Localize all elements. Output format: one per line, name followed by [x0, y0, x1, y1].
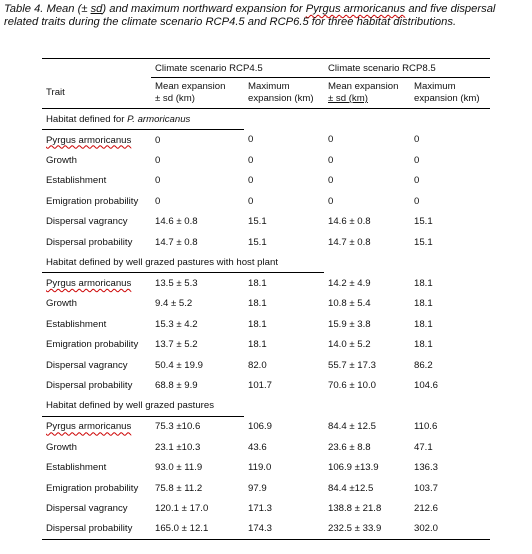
cell-a-mean	[151, 335, 244, 355]
cell-value: Pyrgus armoricanus	[46, 134, 132, 146]
cell-value: 165.0 ± 12.1	[155, 523, 209, 535]
cell-b-mean	[324, 416, 410, 437]
header-row-columns	[42, 78, 490, 109]
table-row	[42, 519, 490, 540]
cell-a-max	[244, 457, 324, 477]
cell-a-max	[244, 130, 324, 151]
cell-trait	[42, 232, 151, 252]
cell-value: 15.9 ± 3.8	[328, 318, 371, 330]
cell-trait	[42, 314, 151, 334]
cell-value: Dispersal probability	[46, 379, 133, 391]
cell-value: 0	[414, 134, 420, 146]
cell-b-mean	[324, 335, 410, 355]
header-a-mean	[151, 78, 244, 109]
cell-value: Dispersal probability	[46, 236, 133, 248]
cell-a-mean	[151, 171, 244, 191]
table-row	[42, 171, 490, 191]
cell-value: 0	[414, 175, 420, 187]
section-title	[42, 109, 244, 130]
cell-b-mean	[324, 212, 410, 232]
cell-trait	[42, 171, 151, 191]
cell-b-max	[410, 457, 490, 477]
table-row	[42, 294, 490, 314]
cell-trait	[42, 273, 151, 294]
cell-value: 13.7 ± 5.2	[155, 339, 198, 351]
cell-trait	[42, 355, 151, 375]
cell-value: 0	[328, 195, 334, 207]
cell-b-max	[410, 355, 490, 375]
cell-value: 106.9	[248, 421, 273, 433]
cell-b-mean	[324, 519, 410, 540]
cell-b-mean	[324, 498, 410, 518]
cell-value: 14.0 ± 5.2	[328, 339, 371, 351]
cell-value: 106.9 ±13.9	[328, 462, 379, 474]
cell-a-mean	[151, 457, 244, 477]
section-title-text: Habitat defined by well grazed pastures with host plant	[46, 256, 278, 268]
cell-a-mean	[151, 273, 244, 294]
cell-b-mean	[324, 437, 410, 457]
table-row	[42, 478, 490, 498]
cell-value: 13.5 ± 5.3	[155, 278, 198, 290]
table-row	[42, 232, 490, 252]
cell-a-mean	[151, 478, 244, 498]
cell-value: 0	[155, 134, 161, 146]
cell-value: 0	[155, 195, 161, 207]
cell-value: 104.6	[414, 379, 439, 391]
section-title-prefix: Habitat defined for	[46, 113, 128, 125]
cell-value: 14.6 ± 0.8	[328, 216, 371, 228]
header-b-max	[410, 78, 490, 109]
caption-species: Pyrgus armoricanus	[305, 3, 406, 15]
cell-value: 75.8 ± 11.2	[155, 482, 203, 494]
cell-value: Dispersal vagrancy	[46, 502, 128, 514]
cell-a-max	[244, 150, 324, 170]
cell-b-max	[410, 437, 490, 457]
caption-mid: ) and maximum northward expansion for	[102, 3, 306, 15]
header-row-scenarios	[42, 59, 490, 78]
cell-b-max	[410, 150, 490, 170]
cell-a-mean	[151, 375, 244, 395]
cell-a-max	[244, 171, 324, 191]
table-row	[42, 335, 490, 355]
cell-b-max	[410, 498, 490, 518]
caption-sd: sd	[90, 3, 103, 15]
cell-value: 18.1	[414, 339, 433, 351]
cell-value: Pyrgus armoricanus	[46, 421, 132, 433]
cell-trait	[42, 294, 151, 314]
cell-value: 47.1	[414, 441, 433, 453]
cell-value: 75.3 ±10.6	[155, 421, 201, 433]
cell-value: Establishment	[46, 175, 107, 187]
header-a-mean-line1: Mean expansion	[155, 81, 226, 92]
cell-b-mean	[324, 294, 410, 314]
cell-b-mean	[324, 314, 410, 334]
cell-value: Emigration probability	[46, 482, 139, 494]
cell-a-max	[244, 437, 324, 457]
table-row	[42, 355, 490, 375]
cell-value: 18.1	[248, 278, 267, 290]
cell-value: 93.0 ± 11.9	[155, 462, 203, 474]
cell-value: 174.3	[248, 523, 273, 535]
cell-a-max	[244, 416, 324, 437]
cell-value: Growth	[46, 298, 77, 310]
section-title-filler	[244, 396, 490, 417]
cell-a-mean	[151, 294, 244, 314]
cell-value: 18.1	[414, 318, 433, 330]
cell-value: Pyrgus armoricanus	[46, 278, 132, 290]
cell-value: 86.2	[414, 359, 433, 371]
cell-value: 23.6 ± 8.8	[328, 441, 371, 453]
cell-value: Dispersal vagrancy	[46, 359, 128, 371]
header-trait: Trait	[42, 78, 151, 109]
cell-b-mean	[324, 355, 410, 375]
header-scenario-a: Climate scenario RCP4.5	[151, 59, 324, 78]
section-header-row	[42, 109, 490, 130]
cell-a-max	[244, 335, 324, 355]
cell-a-mean	[151, 150, 244, 170]
cell-a-mean	[151, 212, 244, 232]
cell-value: 82.0	[248, 359, 267, 371]
cell-b-mean	[324, 150, 410, 170]
header-a-max-line1: Maximum	[248, 81, 290, 92]
cell-b-mean	[324, 375, 410, 395]
table-row	[42, 457, 490, 477]
cell-a-max	[244, 375, 324, 395]
cell-a-mean	[151, 416, 244, 437]
table-row	[42, 498, 490, 518]
cell-value: 103.7	[414, 482, 439, 494]
cell-a-max	[244, 273, 324, 294]
cell-value: 18.1	[414, 298, 433, 310]
cell-value: 15.3 ± 4.2	[155, 318, 198, 330]
cell-trait	[42, 498, 151, 518]
cell-value: 0	[248, 175, 254, 187]
cell-a-mean	[151, 314, 244, 334]
cell-trait	[42, 335, 151, 355]
header-blank	[42, 59, 151, 78]
cell-value: 68.8 ± 9.9	[155, 379, 198, 391]
header-b-mean-line1: Mean expansion	[328, 81, 399, 92]
cell-a-mean	[151, 498, 244, 518]
section-title	[42, 396, 244, 417]
cell-value: 0	[328, 134, 334, 146]
cell-a-max	[244, 314, 324, 334]
table-row	[42, 191, 490, 211]
cell-value: 0	[155, 155, 161, 167]
caption-lead: Table 4. Mean (±	[4, 3, 91, 15]
cell-a-max	[244, 212, 324, 232]
section-title-filler	[324, 252, 490, 273]
cell-b-max	[410, 232, 490, 252]
cell-value: 9.4 ± 5.2	[155, 298, 193, 310]
cell-a-max	[244, 498, 324, 518]
table-row	[42, 416, 490, 437]
cell-value: 138.8 ± 21.8	[328, 502, 382, 514]
cell-value: Dispersal vagrancy	[46, 216, 128, 228]
cell-value: 110.6	[414, 421, 438, 433]
header-a-mean-line2: ± sd (km)	[155, 93, 195, 104]
table-row	[42, 375, 490, 395]
cell-value: Growth	[46, 155, 77, 167]
cell-value: 120.1 ± 17.0	[155, 502, 209, 514]
cell-trait	[42, 519, 151, 540]
section-title-species: P. armoricanus	[127, 113, 191, 125]
cell-b-mean	[324, 171, 410, 191]
cell-b-mean	[324, 273, 410, 294]
table-row	[42, 150, 490, 170]
cell-value: Emigration probability	[46, 195, 139, 207]
cell-value: 0	[248, 195, 254, 207]
cell-b-max	[410, 519, 490, 540]
cell-b-mean	[324, 232, 410, 252]
cell-value: 15.1	[248, 216, 267, 228]
header-scenario-b: Climate scenario RCP8.5	[324, 59, 490, 78]
cell-b-max	[410, 212, 490, 232]
cell-value: 0	[328, 175, 334, 187]
section-header-row	[42, 252, 490, 273]
cell-trait	[42, 416, 151, 437]
cell-b-max	[410, 294, 490, 314]
cell-value: 97.9	[248, 482, 267, 494]
table-row	[42, 212, 490, 232]
table-row	[42, 314, 490, 334]
section-title	[42, 252, 324, 273]
cell-b-max	[410, 314, 490, 334]
cell-a-max	[244, 519, 324, 540]
cell-a-mean	[151, 130, 244, 151]
cell-b-max	[410, 478, 490, 498]
cell-value: Establishment	[46, 318, 107, 330]
cell-value: 10.8 ± 5.4	[328, 298, 371, 310]
cell-value: 15.1	[248, 236, 267, 248]
header-a-max-line2: expansion (km)	[248, 93, 314, 104]
cell-value: 0	[414, 155, 420, 167]
caption-tail: and five dispersal related traits during the climate scenario RCP4.5 and RCP6.5 for three habitat distributions.	[4, 3, 496, 28]
cell-value: 136.3	[414, 462, 439, 474]
cell-b-mean	[324, 130, 410, 151]
cell-value: Establishment	[46, 462, 107, 474]
cell-value: 50.4 ± 19.9	[155, 359, 203, 371]
section-title-text: Habitat defined by well grazed pastures	[46, 400, 214, 412]
cell-b-max	[410, 416, 490, 437]
cell-trait	[42, 212, 151, 232]
cell-value: 0	[248, 134, 254, 146]
section-title-filler	[244, 109, 490, 130]
cell-a-mean	[151, 191, 244, 211]
expansion-table	[42, 58, 490, 540]
cell-value: 84.4 ± 12.5	[328, 421, 376, 433]
cell-a-max	[244, 294, 324, 314]
cell-value: 23.1 ±10.3	[155, 441, 201, 453]
section-header-row	[42, 396, 490, 417]
header-a-max	[244, 78, 324, 109]
cell-trait	[42, 150, 151, 170]
table-row	[42, 273, 490, 294]
table-row	[42, 437, 490, 457]
cell-trait	[42, 375, 151, 395]
cell-b-max	[410, 191, 490, 211]
cell-value: 14.7 ± 0.8	[155, 236, 198, 248]
cell-value: 15.1	[414, 236, 433, 248]
cell-value: 18.1	[248, 318, 267, 330]
cell-value: 232.5 ± 33.9	[328, 523, 382, 535]
cell-b-mean	[324, 457, 410, 477]
cell-a-mean	[151, 232, 244, 252]
cell-value: 302.0	[414, 523, 439, 535]
cell-trait	[42, 478, 151, 498]
cell-b-mean	[324, 191, 410, 211]
cell-trait	[42, 437, 151, 457]
cell-b-max	[410, 171, 490, 191]
cell-b-max	[410, 375, 490, 395]
cell-value: 0	[155, 175, 161, 187]
cell-value: 18.1	[248, 339, 267, 351]
cell-value: 119.0	[248, 462, 272, 474]
cell-b-mean	[324, 478, 410, 498]
cell-value: 0	[414, 195, 420, 207]
cell-value: 101.7	[248, 379, 273, 391]
cell-value: 84.4 ±12.5	[328, 482, 374, 494]
cell-value: 0	[328, 155, 334, 167]
cell-value: 0	[248, 155, 254, 167]
header-b-max-line2: expansion (km)	[414, 93, 480, 104]
cell-value: 212.6	[414, 502, 439, 514]
cell-a-mean	[151, 519, 244, 540]
cell-trait	[42, 191, 151, 211]
header-b-max-line1: Maximum	[414, 81, 456, 92]
table-row	[42, 130, 490, 151]
cell-a-max	[244, 232, 324, 252]
cell-value: Growth	[46, 441, 77, 453]
cell-a-max	[244, 478, 324, 498]
cell-a-max	[244, 191, 324, 211]
header-b-mean	[324, 78, 410, 109]
cell-value: 70.6 ± 10.0	[328, 379, 376, 391]
cell-b-max	[410, 273, 490, 294]
cell-value: 18.1	[248, 298, 267, 310]
cell-value: Dispersal probability	[46, 523, 133, 535]
cell-trait	[42, 130, 151, 151]
cell-value: 43.6	[248, 441, 267, 453]
cell-value: 18.1	[414, 277, 433, 289]
cell-value: 171.3	[248, 502, 273, 514]
cell-a-mean	[151, 355, 244, 375]
header-b-mean-line2: ± sd (km)	[328, 93, 368, 104]
cell-value: Emigration probability	[46, 339, 139, 351]
cell-trait	[42, 457, 151, 477]
cell-value: 14.6 ± 0.8	[155, 216, 198, 228]
cell-a-max	[244, 355, 324, 375]
cell-a-mean	[151, 437, 244, 457]
section-title-text	[46, 114, 190, 125]
cell-b-max	[410, 130, 490, 151]
cell-value: 14.2 ± 4.9	[328, 277, 371, 289]
cell-value: 14.7 ± 0.8	[328, 236, 371, 248]
cell-value: 55.7 ± 17.3	[328, 359, 376, 371]
cell-b-max	[410, 335, 490, 355]
cell-value: 15.1	[414, 216, 433, 228]
table-caption	[4, 3, 524, 29]
